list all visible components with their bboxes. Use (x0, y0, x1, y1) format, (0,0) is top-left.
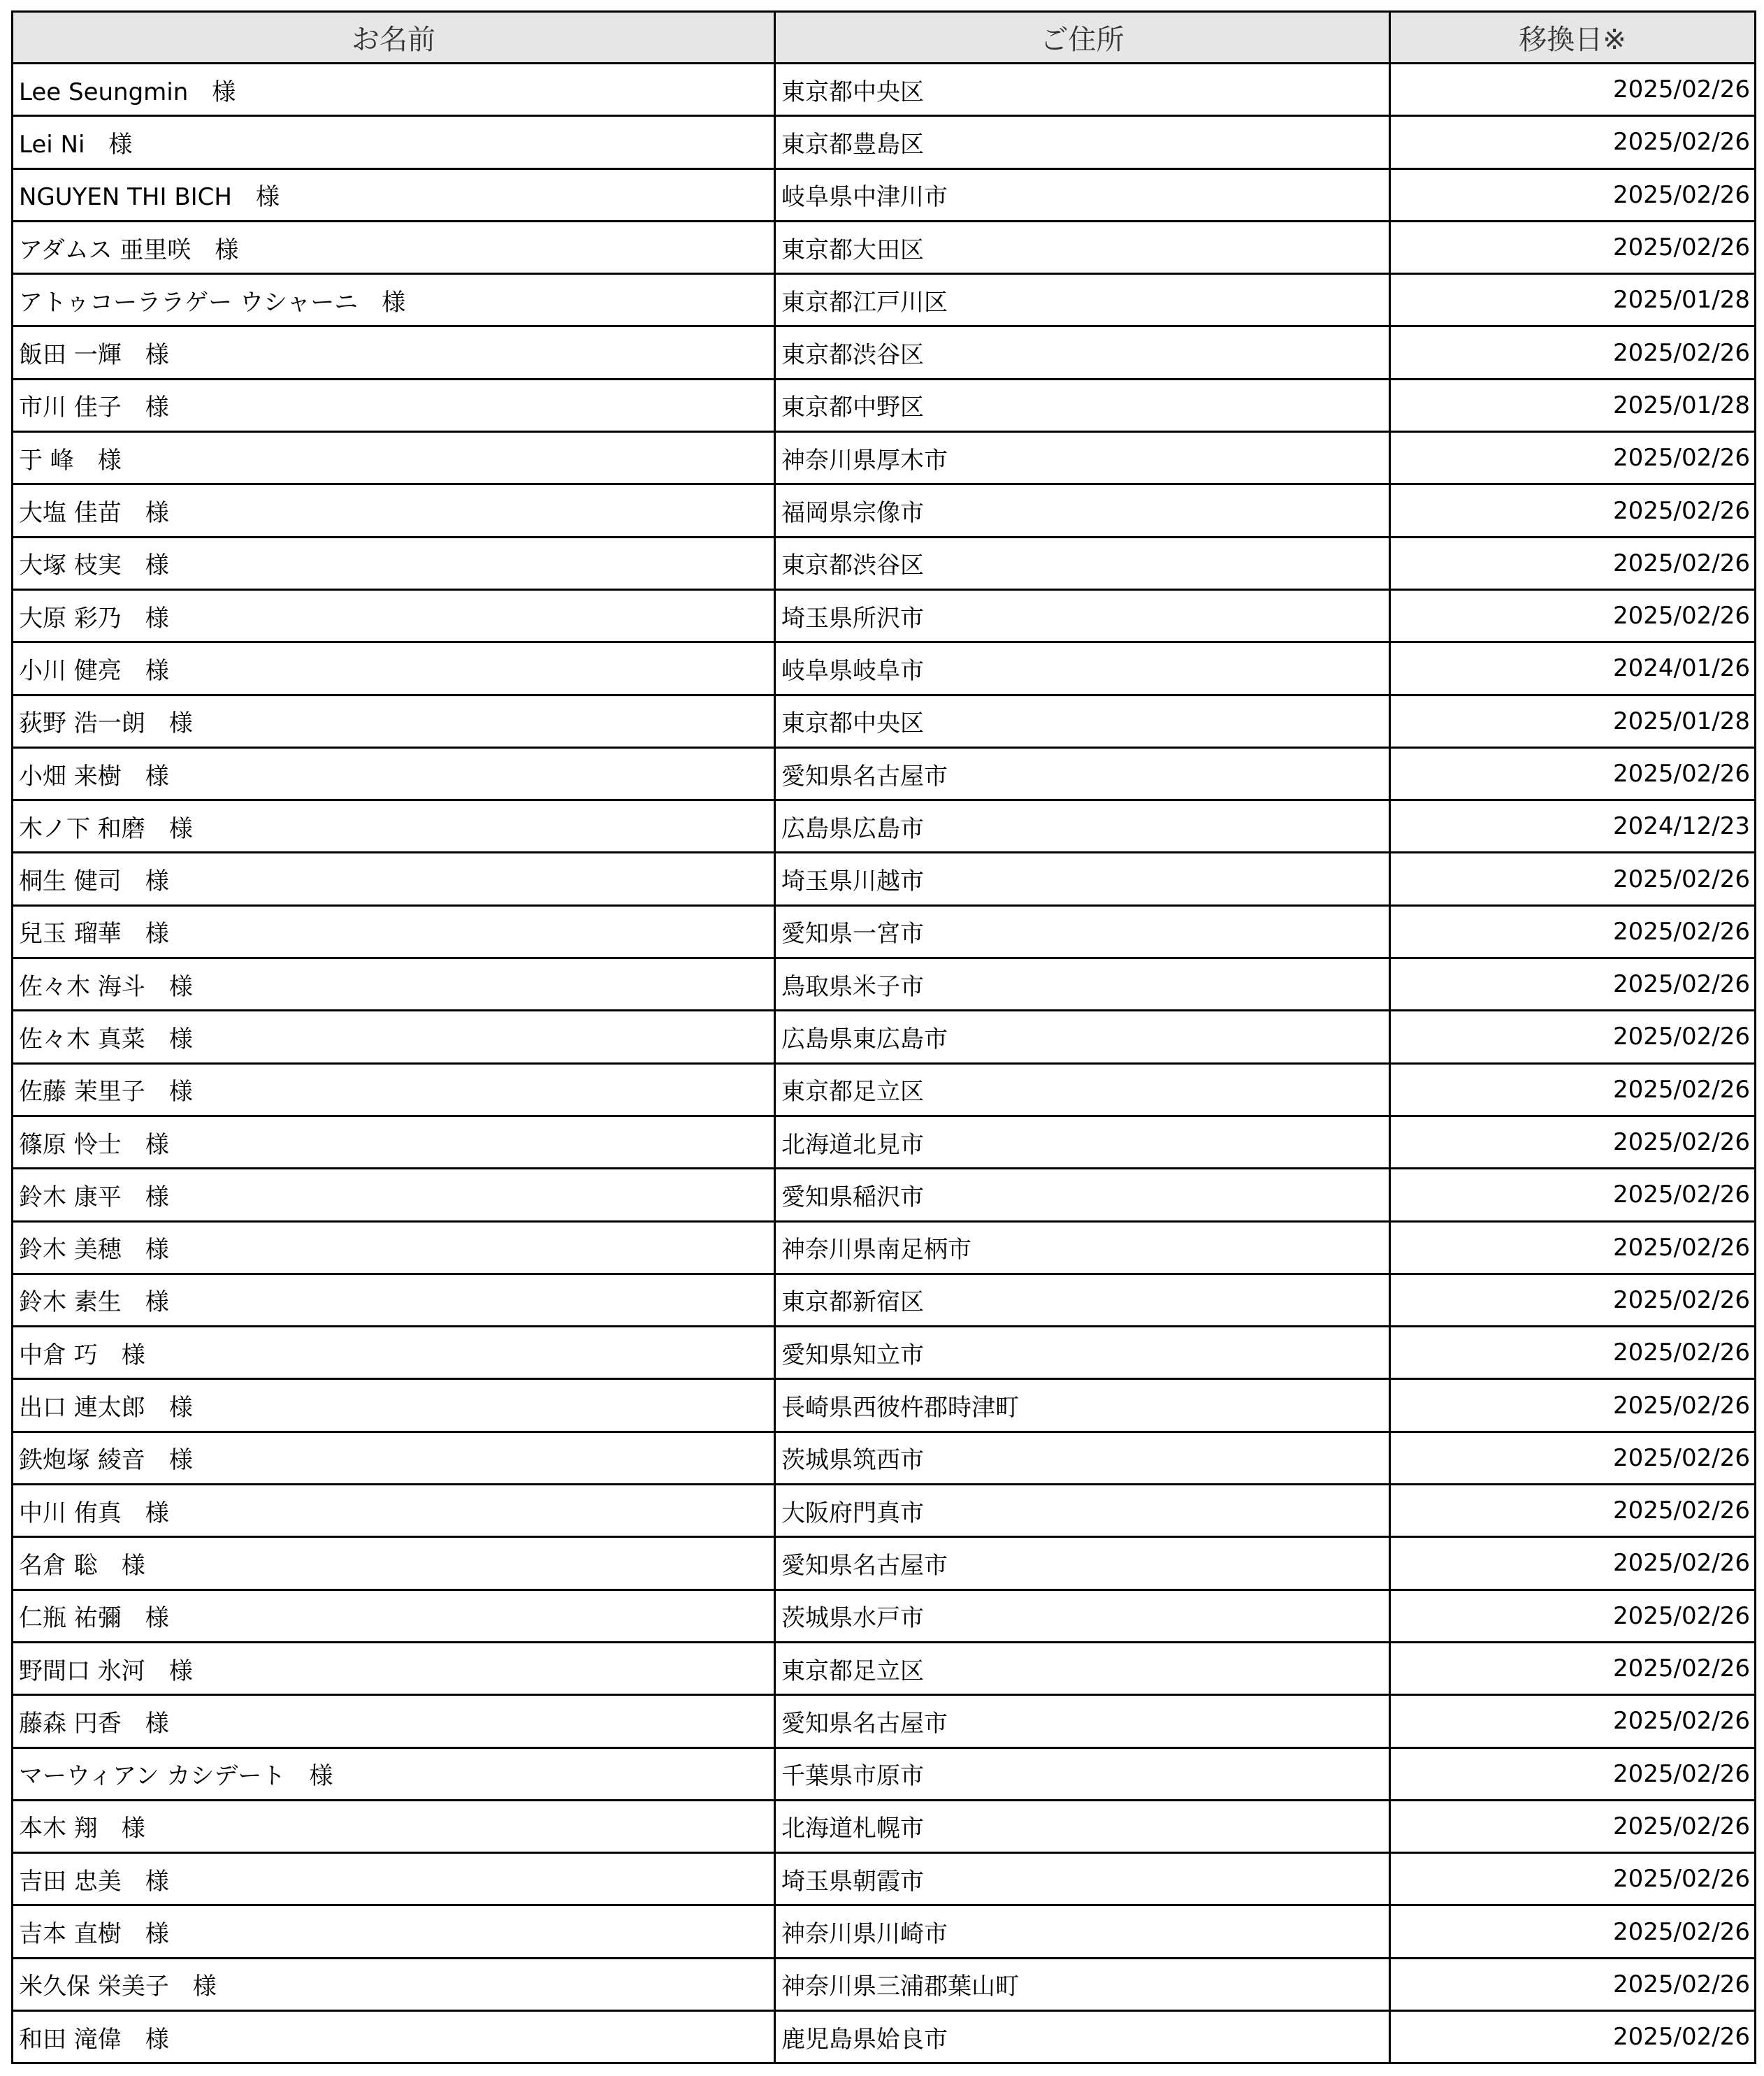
transfer-date-cell: 2025/02/26 (1390, 1485, 1756, 1537)
table-row (13, 1116, 1756, 1168)
transfer-date-cell: 2025/02/26 (1390, 1063, 1756, 1116)
address-cell: 広島県東広島市 (775, 1011, 1390, 1063)
address-cell: 東京都中央区 (775, 695, 1390, 747)
transfer-date-cell: 2025/02/26 (1390, 1642, 1756, 1694)
transfer-date-cell: 2025/02/26 (1390, 1800, 1756, 1852)
name-cell: Lei Ni 様 (13, 116, 775, 168)
table-row (13, 1169, 1756, 1221)
table-row (13, 853, 1756, 905)
table-row (13, 1800, 1756, 1852)
table-row (13, 274, 1756, 326)
address-cell: 東京都中野区 (775, 379, 1390, 431)
address-cell: 千葉県市原市 (775, 1747, 1390, 1800)
name-cell: 吉本 直樹 様 (13, 1905, 775, 1958)
name-cell: 仁瓶 祐彌 様 (13, 1590, 775, 1642)
table-row (13, 1642, 1756, 1694)
name-cell: 中川 侑真 様 (13, 1485, 775, 1537)
transfer-date-cell: 2025/02/26 (1390, 853, 1756, 905)
address-cell: 東京都大田区 (775, 221, 1390, 273)
address-cell: 鹿児島県姶良市 (775, 2010, 1390, 2063)
name-cell: アトゥコーララゲー ウシャーニ 様 (13, 274, 775, 326)
transfer-date-cell: 2025/02/26 (1390, 747, 1756, 800)
transfer-date-cell: 2025/02/26 (1390, 1169, 1756, 1221)
address-cell: 長崎県西彼杵郡時津町 (775, 1379, 1390, 1432)
table-row (13, 116, 1756, 168)
transfer-date-cell: 2025/02/26 (1390, 221, 1756, 273)
transfer-date-cell: 2025/02/26 (1390, 1853, 1756, 1905)
name-cell: 市川 佳子 様 (13, 379, 775, 431)
name-cell: 中倉 巧 様 (13, 1327, 775, 1379)
transfer-date-cell: 2024/01/26 (1390, 642, 1756, 695)
transfer-date-cell: 2025/02/26 (1390, 1905, 1756, 1958)
table-row (13, 537, 1756, 589)
transfer-date-cell: 2025/02/26 (1390, 1011, 1756, 1063)
address-cell: 神奈川県南足柄市 (775, 1221, 1390, 1274)
header-transfer-date: 移換日※ (1390, 12, 1756, 64)
table-row (13, 1958, 1756, 2010)
transfer-date-cell: 2025/02/26 (1390, 1747, 1756, 1800)
transfer-date-cell: 2025/02/26 (1390, 1537, 1756, 1590)
table-row (13, 379, 1756, 431)
table-row (13, 905, 1756, 958)
name-cell: 鈴木 美穂 様 (13, 1221, 775, 1274)
address-cell: 広島県広島市 (775, 800, 1390, 853)
transfer-date-cell: 2025/02/26 (1390, 432, 1756, 484)
address-cell: 神奈川県川崎市 (775, 1905, 1390, 1958)
table-row (13, 1695, 1756, 1747)
address-cell: 神奈川県三浦郡葉山町 (775, 1958, 1390, 2010)
table-row (13, 589, 1756, 642)
name-cell: 木ノ下 和磨 様 (13, 800, 775, 853)
transfer-date-cell: 2025/02/26 (1390, 589, 1756, 642)
address-cell: 茨城県水戸市 (775, 1590, 1390, 1642)
transfer-date-cell: 2025/02/26 (1390, 905, 1756, 958)
name-cell: 佐々木 海斗 様 (13, 958, 775, 1011)
address-cell: 愛知県知立市 (775, 1327, 1390, 1379)
table-row (13, 1011, 1756, 1063)
address-cell: 東京都足立区 (775, 1642, 1390, 1694)
table-row (13, 958, 1756, 1011)
name-cell: 出口 連太郎 様 (13, 1379, 775, 1432)
address-cell: 愛知県稲沢市 (775, 1169, 1390, 1221)
transfer-date-cell: 2025/02/26 (1390, 1116, 1756, 1168)
address-cell: 愛知県一宮市 (775, 905, 1390, 958)
transfer-date-cell: 2025/02/26 (1390, 484, 1756, 537)
transfer-date-cell: 2025/02/26 (1390, 958, 1756, 1011)
table-row (13, 1274, 1756, 1326)
name-cell: 大塩 佳苗 様 (13, 484, 775, 537)
transfer-date-cell: 2025/02/26 (1390, 1221, 1756, 1274)
transfer-date-cell: 2025/01/28 (1390, 274, 1756, 326)
address-cell: 東京都足立区 (775, 1063, 1390, 1116)
name-cell: マーウィアン カシデート 様 (13, 1747, 775, 1800)
name-cell: 篠原 怜士 様 (13, 1116, 775, 1168)
address-cell: 福岡県宗像市 (775, 484, 1390, 537)
address-cell: 愛知県名古屋市 (775, 1537, 1390, 1590)
table-body (13, 64, 1756, 2063)
table-row (13, 432, 1756, 484)
table-row (13, 326, 1756, 379)
name-cell: 荻野 浩一朗 様 (13, 695, 775, 747)
transfer-date-cell: 2025/02/26 (1390, 326, 1756, 379)
header-row (13, 12, 1756, 64)
name-cell: 鈴木 素生 様 (13, 1274, 775, 1326)
transfer-date-cell: 2025/02/26 (1390, 64, 1756, 116)
table-row (13, 1853, 1756, 1905)
name-cell: Lee Seungmin 様 (13, 64, 775, 116)
address-cell: 北海道札幌市 (775, 1800, 1390, 1852)
name-cell: 兒玉 瑠華 様 (13, 905, 775, 958)
transfer-date-cell: 2025/02/26 (1390, 1695, 1756, 1747)
transfer-date-cell: 2025/01/28 (1390, 379, 1756, 431)
table-row (13, 168, 1756, 221)
table-row (13, 800, 1756, 853)
address-cell: 鳥取県米子市 (775, 958, 1390, 1011)
table-row (13, 484, 1756, 537)
address-cell: 愛知県名古屋市 (775, 747, 1390, 800)
table-row (13, 1379, 1756, 1432)
name-cell: 小畑 来樹 様 (13, 747, 775, 800)
table-row (13, 221, 1756, 273)
name-cell: 佐々木 真菜 様 (13, 1011, 775, 1063)
name-cell: 飯田 一輝 様 (13, 326, 775, 379)
address-cell: 神奈川県厚木市 (775, 432, 1390, 484)
name-cell: NGUYEN THI BICH 様 (13, 168, 775, 221)
address-cell: 茨城県筑西市 (775, 1432, 1390, 1484)
address-cell: 北海道北見市 (775, 1116, 1390, 1168)
name-cell: アダムス 亜里咲 様 (13, 221, 775, 273)
transfer-date-cell: 2025/02/26 (1390, 116, 1756, 168)
table-row (13, 1905, 1756, 1958)
name-cell: 于 峰 様 (13, 432, 775, 484)
transfer-date-cell: 2025/02/26 (1390, 1327, 1756, 1379)
table-row (13, 695, 1756, 747)
transfer-date-cell: 2025/02/26 (1390, 537, 1756, 589)
address-cell: 岐阜県岐阜市 (775, 642, 1390, 695)
address-cell: 埼玉県朝霞市 (775, 1853, 1390, 1905)
name-cell: 桐生 健司 様 (13, 853, 775, 905)
name-cell: 鈴木 康平 様 (13, 1169, 775, 1221)
address-cell: 東京都新宿区 (775, 1274, 1390, 1326)
table-row (13, 1485, 1756, 1537)
table-row (13, 1747, 1756, 1800)
name-cell: 吉田 忠美 様 (13, 1853, 775, 1905)
transfer-date-cell: 2025/02/26 (1390, 2010, 1756, 2063)
table-row (13, 64, 1756, 116)
header-address: ご住所 (775, 12, 1390, 64)
name-cell: 鉄炮塚 綾音 様 (13, 1432, 775, 1484)
transfer-date-cell: 2025/02/26 (1390, 1432, 1756, 1484)
address-cell: 愛知県名古屋市 (775, 1695, 1390, 1747)
name-cell: 佐藤 茉里子 様 (13, 1063, 775, 1116)
name-cell: 大原 彩乃 様 (13, 589, 775, 642)
transfer-date-cell: 2025/01/28 (1390, 695, 1756, 747)
name-cell: 大塚 枝実 様 (13, 537, 775, 589)
table-row (13, 642, 1756, 695)
table-row (13, 1327, 1756, 1379)
table-row (13, 1432, 1756, 1484)
table-row (13, 2010, 1756, 2063)
name-cell: 本木 翔 様 (13, 1800, 775, 1852)
transfer-date-cell: 2025/02/26 (1390, 1274, 1756, 1326)
name-cell: 米久保 栄美子 様 (13, 1958, 775, 2010)
address-cell: 東京都渋谷区 (775, 537, 1390, 589)
transfer-list-table (11, 10, 1756, 2064)
name-cell: 野間口 氷河 様 (13, 1642, 775, 1694)
address-cell: 東京都渋谷区 (775, 326, 1390, 379)
address-cell: 埼玉県川越市 (775, 853, 1390, 905)
table-row (13, 1063, 1756, 1116)
name-cell: 名倉 聡 様 (13, 1537, 775, 1590)
transfer-date-cell: 2024/12/23 (1390, 800, 1756, 853)
transfer-date-cell: 2025/02/26 (1390, 1958, 1756, 2010)
address-cell: 大阪府門真市 (775, 1485, 1390, 1537)
address-cell: 東京都江戸川区 (775, 274, 1390, 326)
name-cell: 小川 健亮 様 (13, 642, 775, 695)
address-cell: 東京都中央区 (775, 64, 1390, 116)
transfer-date-cell: 2025/02/26 (1390, 1379, 1756, 1432)
transfer-date-cell: 2025/02/26 (1390, 168, 1756, 221)
header-name: お名前 (13, 12, 775, 64)
name-cell: 和田 滝偉 様 (13, 2010, 775, 2063)
address-cell: 埼玉県所沢市 (775, 589, 1390, 642)
address-cell: 岐阜県中津川市 (775, 168, 1390, 221)
table-row (13, 1590, 1756, 1642)
transfer-date-cell: 2025/02/26 (1390, 1590, 1756, 1642)
table-row (13, 1537, 1756, 1590)
address-cell: 東京都豊島区 (775, 116, 1390, 168)
table-row (13, 1221, 1756, 1274)
name-cell: 藤森 円香 様 (13, 1695, 775, 1747)
table-row (13, 747, 1756, 800)
